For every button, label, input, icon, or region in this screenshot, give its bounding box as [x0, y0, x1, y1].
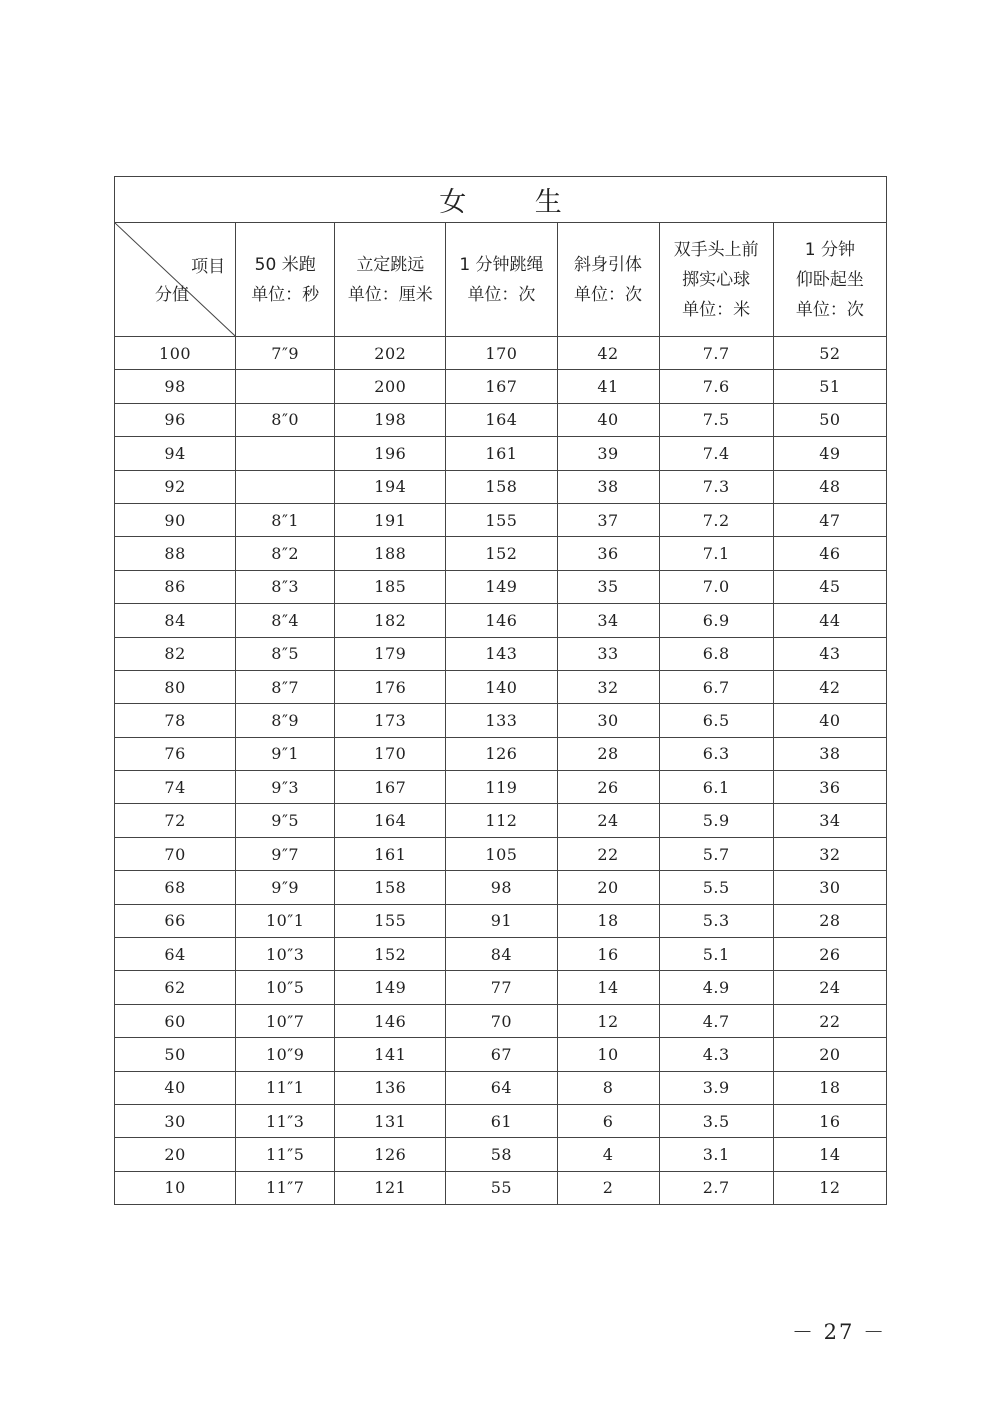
score-cell: 10 — [115, 1171, 236, 1204]
table-cell: 158 — [446, 470, 557, 503]
column-header-line: 1 分钟跳绳 — [459, 254, 544, 275]
table-row — [115, 403, 887, 436]
table-cell: 30 — [773, 871, 886, 904]
table-cell: 196 — [335, 437, 446, 470]
table-cell: 161 — [446, 437, 557, 470]
table-cell: 121 — [335, 1171, 446, 1204]
table-cell: 7.0 — [659, 570, 773, 603]
table-row — [115, 737, 887, 770]
table-row — [115, 1138, 887, 1171]
table-cell: 34 — [557, 604, 659, 637]
table-row — [115, 1038, 887, 1071]
table-cell: 6.9 — [659, 604, 773, 637]
table-cell: 170 — [446, 337, 557, 370]
column-header-line: 50 米跑 — [254, 254, 316, 275]
column-header-line: 斜身引体 — [574, 254, 643, 275]
corner-header — [115, 223, 236, 337]
table-row — [115, 1004, 887, 1037]
table-cell: 20 — [773, 1038, 886, 1071]
column-header-line: 单位：厘米 — [347, 284, 433, 305]
score-cell: 64 — [115, 938, 236, 971]
table-row — [115, 637, 887, 670]
table-cell: 4.9 — [659, 971, 773, 1004]
table-cell: 50 — [773, 403, 886, 436]
score-cell: 96 — [115, 403, 236, 436]
table-cell: 22 — [557, 837, 659, 870]
score-cell: 84 — [115, 604, 236, 637]
score-cell: 94 — [115, 437, 236, 470]
column-header-line: 单位：米 — [682, 299, 751, 320]
table-cell: 3.5 — [659, 1104, 773, 1137]
table-cell: 5.9 — [659, 804, 773, 837]
table-cell: 136 — [335, 1071, 446, 1104]
table-cell — [236, 370, 335, 403]
table-row — [115, 771, 887, 804]
column-header-line: 立定跳远 — [356, 254, 425, 275]
table-cell: 9″1 — [236, 737, 335, 770]
table-cell: 9″3 — [236, 771, 335, 804]
table-cell: 167 — [335, 771, 446, 804]
table-row — [115, 837, 887, 870]
table-cell: 24 — [557, 804, 659, 837]
table-cell: 170 — [335, 737, 446, 770]
table-cell: 152 — [446, 537, 557, 570]
table-cell: 5.5 — [659, 871, 773, 904]
header-row — [115, 223, 887, 337]
table-cell: 8″1 — [236, 503, 335, 536]
column-header-ball-throw — [659, 223, 773, 337]
table-cell: 5.1 — [659, 938, 773, 971]
table-cell: 141 — [335, 1038, 446, 1071]
table-row — [115, 971, 887, 1004]
table-cell: 20 — [557, 871, 659, 904]
score-cell: 60 — [115, 1004, 236, 1037]
table-cell: 84 — [446, 938, 557, 971]
table-cell: 5.7 — [659, 837, 773, 870]
score-cell: 86 — [115, 570, 236, 603]
table-cell: 44 — [773, 604, 886, 637]
table-cell: 33 — [557, 637, 659, 670]
column-header-50m — [236, 223, 335, 337]
column-header-rope-skip — [446, 223, 557, 337]
table-row — [115, 1104, 887, 1137]
table-cell: 161 — [335, 837, 446, 870]
score-cell: 98 — [115, 370, 236, 403]
table-cell: 4 — [557, 1138, 659, 1171]
table-row — [115, 670, 887, 703]
table-cell: 9″5 — [236, 804, 335, 837]
score-cell: 88 — [115, 537, 236, 570]
table-cell: 5.3 — [659, 904, 773, 937]
table-row — [115, 804, 887, 837]
table-cell: 38 — [557, 470, 659, 503]
table-cell: 11″1 — [236, 1071, 335, 1104]
table-cell: 155 — [446, 503, 557, 536]
table-cell: 11″5 — [236, 1138, 335, 1171]
table-row — [115, 904, 887, 937]
table-cell: 173 — [335, 704, 446, 737]
table-cell: 32 — [557, 670, 659, 703]
table-cell: 149 — [446, 570, 557, 603]
table-cell: 10″1 — [236, 904, 335, 937]
table-cell: 126 — [335, 1138, 446, 1171]
table-cell: 7.4 — [659, 437, 773, 470]
score-cell: 40 — [115, 1071, 236, 1104]
score-cell: 66 — [115, 904, 236, 937]
table-cell: 11″7 — [236, 1171, 335, 1204]
table-cell: 45 — [773, 570, 886, 603]
column-header-line: 1 分钟 — [804, 239, 855, 260]
table-cell: 8″3 — [236, 570, 335, 603]
table-cell: 126 — [446, 737, 557, 770]
table-cell: 167 — [446, 370, 557, 403]
table-cell: 36 — [557, 537, 659, 570]
score-cell: 90 — [115, 503, 236, 536]
diagonal-line — [115, 223, 235, 336]
table-cell: 10″9 — [236, 1038, 335, 1071]
score-cell: 78 — [115, 704, 236, 737]
table-cell: 11″3 — [236, 1104, 335, 1137]
column-header-line: 仰卧起坐 — [795, 269, 864, 290]
table-cell: 133 — [446, 704, 557, 737]
table-cell: 6.5 — [659, 704, 773, 737]
table-cell: 7.3 — [659, 470, 773, 503]
table-cell: 38 — [773, 737, 886, 770]
table-cell: 22 — [773, 1004, 886, 1037]
table-cell: 9″9 — [236, 871, 335, 904]
table-cell: 18 — [773, 1071, 886, 1104]
table-cell: 7.5 — [659, 403, 773, 436]
table-cell: 155 — [335, 904, 446, 937]
table-row — [115, 1171, 887, 1204]
table-cell: 200 — [335, 370, 446, 403]
table-cell: 182 — [335, 604, 446, 637]
score-cell: 82 — [115, 637, 236, 670]
corner-score-label: 分值 — [155, 285, 189, 305]
score-cell: 70 — [115, 837, 236, 870]
score-cell: 92 — [115, 470, 236, 503]
table-cell: 26 — [773, 938, 886, 971]
score-cell: 72 — [115, 804, 236, 837]
table-cell: 143 — [446, 637, 557, 670]
table-row — [115, 704, 887, 737]
table-cell: 188 — [335, 537, 446, 570]
table-cell: 64 — [446, 1071, 557, 1104]
table-cell: 47 — [773, 503, 886, 536]
table-row — [115, 470, 887, 503]
table-cell: 6 — [557, 1104, 659, 1137]
table-cell: 40 — [557, 403, 659, 436]
table-title: 女 生 — [115, 177, 887, 223]
table-cell: 58 — [446, 1138, 557, 1171]
table-cell: 7″9 — [236, 337, 335, 370]
table-cell: 202 — [335, 337, 446, 370]
table-cell: 7.6 — [659, 370, 773, 403]
column-header-line: 双手头上前 — [673, 239, 759, 260]
table-cell: 112 — [446, 804, 557, 837]
table-cell: 8″9 — [236, 704, 335, 737]
table-cell: 6.7 — [659, 670, 773, 703]
table-cell: 28 — [773, 904, 886, 937]
table-cell: 10″5 — [236, 971, 335, 1004]
table-cell: 146 — [446, 604, 557, 637]
table-cell: 52 — [773, 337, 886, 370]
column-header-pull-up — [557, 223, 659, 337]
column-header-line: 单位：次 — [574, 284, 643, 305]
table-cell: 28 — [557, 737, 659, 770]
table-row — [115, 370, 887, 403]
table-cell: 185 — [335, 570, 446, 603]
table-cell: 194 — [335, 470, 446, 503]
column-header-line: 单位：次 — [467, 284, 536, 305]
table-cell: 36 — [773, 771, 886, 804]
table-cell: 51 — [773, 370, 886, 403]
score-cell: 80 — [115, 670, 236, 703]
table-cell: 34 — [773, 804, 886, 837]
table-cell: 55 — [446, 1171, 557, 1204]
table-cell: 2.7 — [659, 1171, 773, 1204]
table-cell: 42 — [557, 337, 659, 370]
table-row — [115, 871, 887, 904]
table-cell: 32 — [773, 837, 886, 870]
score-cell: 68 — [115, 871, 236, 904]
table-cell: 8″7 — [236, 670, 335, 703]
table-cell: 77 — [446, 971, 557, 1004]
table-body — [115, 337, 887, 1205]
table-cell: 35 — [557, 570, 659, 603]
table-cell: 42 — [773, 670, 886, 703]
table-cell: 2 — [557, 1171, 659, 1204]
table-row — [115, 337, 887, 370]
score-cell: 20 — [115, 1138, 236, 1171]
table-cell: 10″7 — [236, 1004, 335, 1037]
table-cell: 14 — [557, 971, 659, 1004]
score-cell: 50 — [115, 1038, 236, 1071]
table-cell: 152 — [335, 938, 446, 971]
table-cell: 91 — [446, 904, 557, 937]
table-cell: 67 — [446, 1038, 557, 1071]
table-cell: 7.2 — [659, 503, 773, 536]
table-cell: 40 — [773, 704, 886, 737]
table-cell: 61 — [446, 1104, 557, 1137]
table-cell: 3.9 — [659, 1071, 773, 1104]
page-number: － 27 － — [792, 1320, 887, 1344]
score-cell: 74 — [115, 771, 236, 804]
table-cell: 149 — [335, 971, 446, 1004]
column-header-sit-up — [773, 223, 886, 337]
table-row — [115, 604, 887, 637]
score-cell: 76 — [115, 737, 236, 770]
table-cell: 164 — [446, 403, 557, 436]
table-cell: 48 — [773, 470, 886, 503]
table-cell: 37 — [557, 503, 659, 536]
table-cell: 9″7 — [236, 837, 335, 870]
table-cell: 98 — [446, 871, 557, 904]
column-header-long-jump — [335, 223, 446, 337]
column-header-line: 单位：次 — [795, 299, 864, 320]
table-cell: 140 — [446, 670, 557, 703]
table-cell: 43 — [773, 637, 886, 670]
table-cell: 7.7 — [659, 337, 773, 370]
table-row — [115, 1071, 887, 1104]
table-cell: 16 — [557, 938, 659, 971]
table-cell: 131 — [335, 1104, 446, 1137]
table-cell: 4.7 — [659, 1004, 773, 1037]
table-cell: 18 — [557, 904, 659, 937]
table-cell: 6.3 — [659, 737, 773, 770]
table-cell — [236, 437, 335, 470]
table-cell: 4.3 — [659, 1038, 773, 1071]
table-cell: 8″4 — [236, 604, 335, 637]
table-cell: 46 — [773, 537, 886, 570]
column-header-line: 单位：秒 — [251, 284, 320, 305]
table-cell: 10″3 — [236, 938, 335, 971]
table-cell: 191 — [335, 503, 446, 536]
table-cell: 158 — [335, 871, 446, 904]
table-cell — [236, 470, 335, 503]
table-cell: 105 — [446, 837, 557, 870]
table-cell: 3.1 — [659, 1138, 773, 1171]
table-cell: 10 — [557, 1038, 659, 1071]
score-table — [114, 176, 887, 1205]
table-cell: 70 — [446, 1004, 557, 1037]
table-row — [115, 938, 887, 971]
table-row — [115, 570, 887, 603]
table-cell: 6.1 — [659, 771, 773, 804]
table-cell: 198 — [335, 403, 446, 436]
table-row — [115, 437, 887, 470]
table-cell: 8 — [557, 1071, 659, 1104]
table-cell: 8″5 — [236, 637, 335, 670]
table-cell: 14 — [773, 1138, 886, 1171]
table-cell: 41 — [557, 370, 659, 403]
table-cell: 7.1 — [659, 537, 773, 570]
table-cell: 8″0 — [236, 403, 335, 436]
table-cell: 12 — [773, 1171, 886, 1204]
score-cell: 100 — [115, 337, 236, 370]
column-header-line: 掷实心球 — [682, 269, 751, 290]
table-cell: 30 — [557, 704, 659, 737]
table-cell: 119 — [446, 771, 557, 804]
table-row — [115, 537, 887, 570]
table-cell: 49 — [773, 437, 886, 470]
table-cell: 6.8 — [659, 637, 773, 670]
table-cell: 164 — [335, 804, 446, 837]
table-cell: 179 — [335, 637, 446, 670]
table-cell: 26 — [557, 771, 659, 804]
table-cell: 24 — [773, 971, 886, 1004]
score-cell: 30 — [115, 1104, 236, 1137]
corner-item-label: 项目 — [191, 257, 226, 277]
table-cell: 12 — [557, 1004, 659, 1037]
table-cell: 146 — [335, 1004, 446, 1037]
table-cell: 39 — [557, 437, 659, 470]
table-cell: 176 — [335, 670, 446, 703]
table-cell: 8″2 — [236, 537, 335, 570]
score-cell: 62 — [115, 971, 236, 1004]
table-row — [115, 503, 887, 536]
table-cell: 16 — [773, 1104, 886, 1137]
